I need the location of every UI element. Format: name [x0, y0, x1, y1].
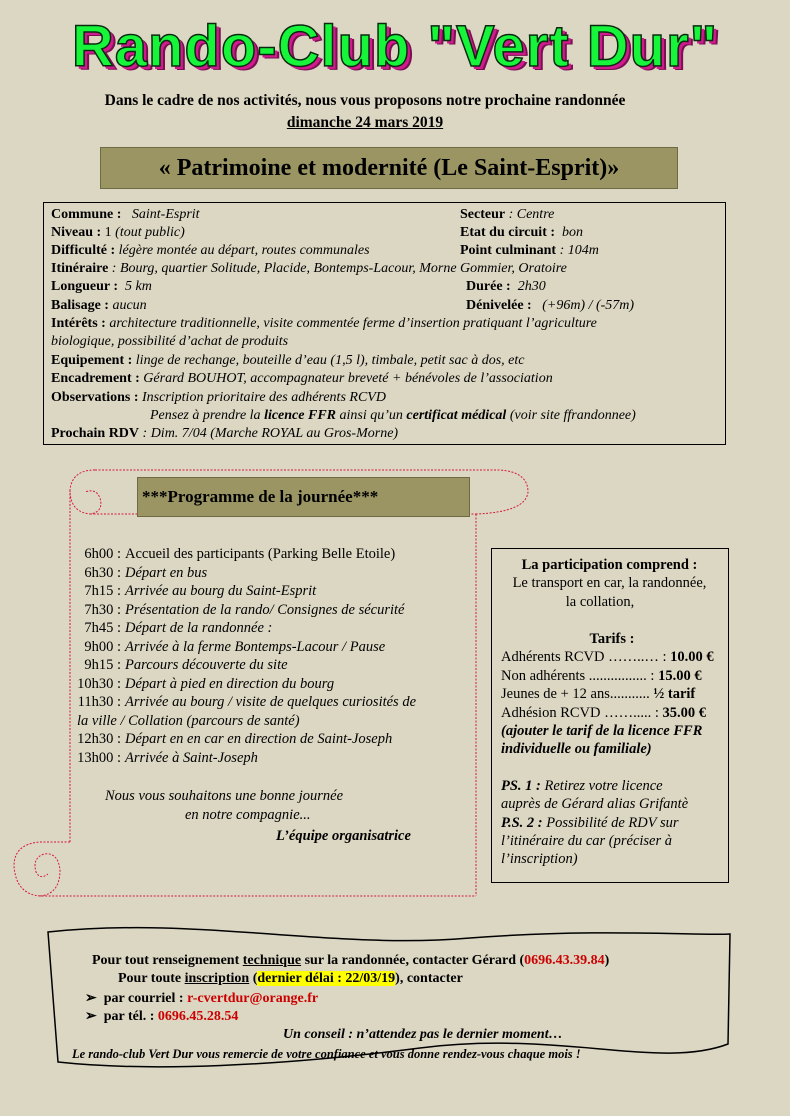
encadrement-row: Encadrement : Gérard BOUHOT, accompagnateur breveté + bénévoles de l’association — [51, 371, 553, 386]
page-title: Rando-Club "Vert Dur" — [71, 14, 719, 79]
contact-line-1: Pour tout renseignement technique sur la randonnée, contacter Gérard (0696.43.39.84) — [92, 953, 610, 968]
deadline-highlight: dernier délai : 22/03/19 — [257, 971, 396, 986]
longueur-row: Longueur : 5 km — [51, 279, 152, 294]
hike-title-box: « Patrimoine et modernité (Le Saint-Esprit)» — [100, 147, 678, 189]
difficulte-row: Difficulté : légère montée au départ, routes communales — [51, 243, 370, 258]
commune-row: Commune : Saint-Esprit — [51, 207, 200, 222]
hike-date: dimanche 24 mars 2019 — [286, 114, 444, 131]
tarif-row — [501, 667, 702, 686]
program-text: Départ en bus — [125, 564, 208, 581]
program-text: Arrivée à la ferme Bontemps-Lacour / Pause — [125, 638, 386, 655]
email-row: ➢ par courriel : r-cvertdur@orange.fr — [85, 991, 319, 1006]
program-time: 13h00 : — [77, 749, 121, 766]
program-text: Parcours découverte du site — [125, 657, 288, 673]
ps2-line-2: l’itinéraire du car (préciser à — [501, 833, 673, 849]
duree-row: Durée : 2h30 — [466, 279, 546, 294]
program-list — [0, 545, 470, 775]
tarifs-heading: Tarifs : — [589, 631, 635, 647]
program-text: Départ à pied en direction du bourg — [125, 675, 335, 692]
tarif-label: Adhésion RCVD ……..... : — [501, 704, 663, 721]
etat-row: Etat du circuit : bon — [460, 225, 584, 240]
tarif-row — [501, 704, 706, 723]
program-time: 12h30 : — [77, 731, 121, 747]
equipement-row: Equipement : linge de rechange, bouteille d’eau (1,5 l), timbale, petit sac à dos, etc — [51, 353, 525, 368]
program-text: Départ en en car en direction de Saint-Joseph — [125, 731, 393, 747]
bullet-arrow-icon: ➢ — [85, 1009, 97, 1024]
thanks-line: Le rando-club Vert Dur vous remercie de votre confiance et vous donne rendez-vous chaque mois ! — [72, 1047, 581, 1061]
culminant-row: Point culminant : 104m — [460, 243, 599, 258]
bullet-arrow-icon: ➢ — [85, 991, 97, 1006]
program-text: Arrivée au bourg / visite de quelques curiosités de — [125, 694, 417, 710]
contact-line-2: Pour toute inscription (dernier délai : 22/03/19), contacter — [118, 971, 463, 986]
ps1-line-2: auprès de Gérard alias Grifantè — [501, 796, 689, 812]
tel-link[interactable]: 0696.45.28.54 — [157, 1009, 239, 1024]
tel-row: ➢ par tél. : 0696.45.28.54 — [85, 1009, 239, 1024]
rdv-row: Prochain RDV : Dim. 7/04 (Marche ROYAL au Gros-Morne) — [51, 426, 399, 441]
program-heading: ***Programme de la journée*** — [137, 477, 470, 517]
advice-line: Un conseil : n’attendez pas le dernier moment… — [283, 1027, 563, 1042]
intro-text: Dans le cadre de nos activités, nous vous proposons notre prochaine randonnée — [104, 92, 626, 109]
ps2-line-3: l’inscription) — [501, 851, 578, 867]
wish-line-1: Nous vous souhaitons une bonne journée — [105, 788, 344, 804]
program-time: 7h45 : — [84, 620, 121, 636]
program-text: Arrivée à Saint-Joseph — [125, 749, 258, 766]
program-time: 9h15 : — [84, 657, 121, 673]
program-time: 10h30 : — [77, 675, 121, 692]
tarif-label: Adhérents RCVD ……..… : — [501, 649, 671, 665]
tarif-value: ½ tarif — [653, 686, 696, 702]
ps1-line-1: PS. 1 : Retirez votre licence — [501, 778, 663, 794]
secteur-row: Secteur : Centre — [460, 207, 555, 222]
program-text: Accueil des participants (Parking Belle Etoile) — [125, 546, 396, 562]
program-text: Départ de la randonnée : — [125, 620, 273, 636]
tarif-row — [501, 685, 695, 704]
participation-box — [491, 548, 729, 883]
program-time: 6h00 : — [84, 546, 121, 562]
email-link[interactable]: r-cvertdur@orange.fr — [187, 991, 319, 1006]
balisage-row: Balisage : aucun — [51, 298, 147, 313]
program-time: 7h30 : — [84, 601, 121, 618]
signature: L’équipe organisatrice — [276, 828, 411, 844]
program-text: la ville / Collation (parcours de santé) — [77, 712, 300, 729]
itineraire-row: Itinéraire : Bourg, quartier Solitude, Placide, Bontemps-Lacour, Morne Gommier, Oratoire — [51, 261, 567, 276]
wish-line-2: en notre compagnie... — [185, 807, 311, 823]
program-time: 6h30 : — [84, 564, 121, 581]
program-text: Présentation de la rando/ Consignes de sécurité — [125, 601, 405, 618]
observations-row-2: Pensez à prendre la licence FFR ainsi qu’un certificat médical (voir site ffrandonnee) — [150, 408, 636, 423]
interets-row-2: biologique, possibilité d’achat de produits — [51, 334, 289, 349]
participation-line-1: Le transport en car, la randonnée, — [512, 575, 707, 591]
interets-row: Intérêts : architecture traditionnelle, visite commentée ferme d’insertion pratiquant l’agriculture — [51, 316, 597, 331]
tarif-label: Non adhérents ................ : — [501, 667, 659, 684]
program-time: 9h00 : — [84, 638, 121, 655]
tarif-label: Jeunes de + 12 ans........... — [501, 686, 654, 702]
ps2-line-1: P.S. 2 : Possibilité de RDV sur — [501, 815, 679, 831]
tarif-value: 35.00 € — [662, 704, 707, 721]
program-text: Arrivée au bourg du Saint-Esprit — [125, 583, 317, 599]
program-time: 11h30 : — [77, 694, 121, 710]
hike-info-box — [43, 202, 726, 445]
ffr-note-2: individuelle ou familiale) — [501, 741, 652, 757]
program-time: 7h15 : — [84, 583, 121, 599]
tarif-value: 15.00 € — [658, 667, 702, 684]
ffr-note-1: (ajouter le tarif de la licence FFR — [501, 723, 703, 739]
denivelee-row: Dénivelée : (+96m) / (-57m) — [466, 298, 635, 313]
participation-line-2: la collation, — [565, 594, 635, 610]
tarif-value: 10.00 € — [670, 649, 714, 665]
gerard-phone[interactable]: 0696.43.39.84 — [524, 953, 605, 968]
participation-heading: La participation comprend : — [521, 557, 698, 573]
niveau-row: Niveau : 1 (tout public) — [51, 225, 185, 240]
tarif-row — [501, 648, 714, 667]
observations-row: Observations : Inscription prioritaire des adhérents RCVD — [51, 390, 386, 405]
